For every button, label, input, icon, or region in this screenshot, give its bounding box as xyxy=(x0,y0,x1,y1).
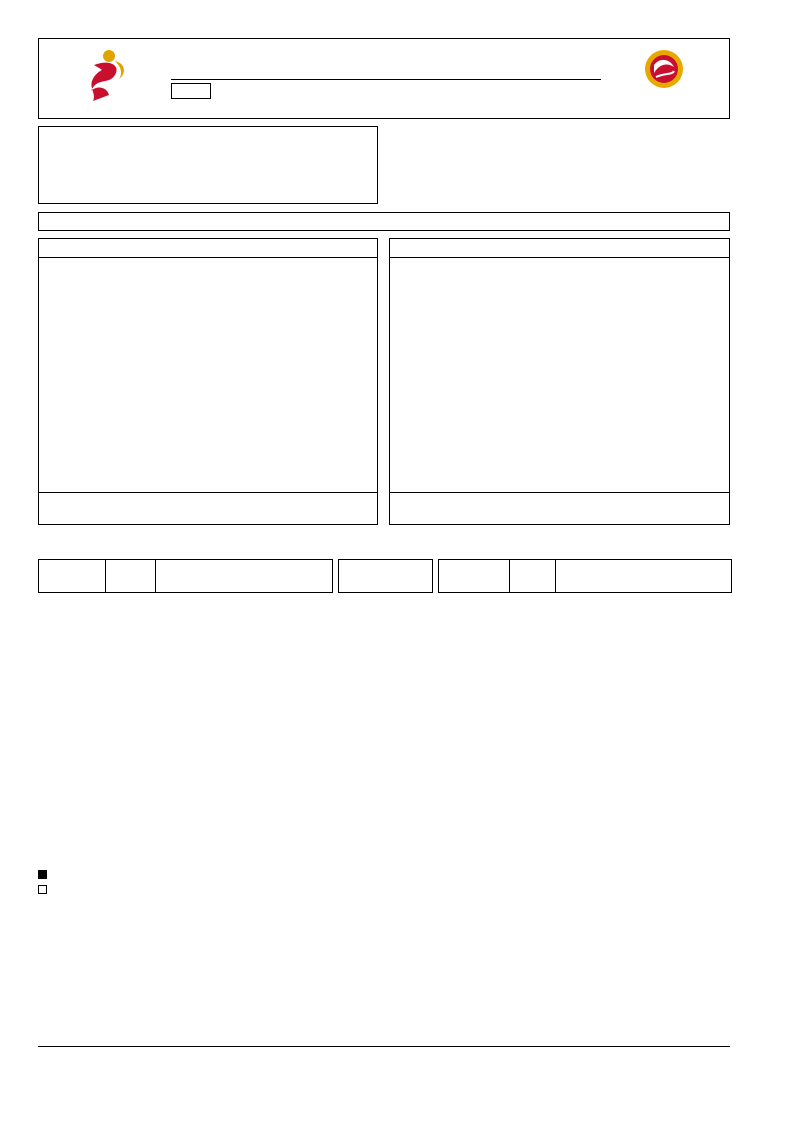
away-roster xyxy=(390,257,729,492)
referees-box xyxy=(38,212,730,231)
cva-logo xyxy=(624,47,704,117)
home-perf-header xyxy=(38,559,333,593)
title-rule xyxy=(171,79,601,80)
home-team-title xyxy=(39,239,377,258)
match-info-box xyxy=(38,126,378,204)
cva-logo-icon xyxy=(624,47,704,97)
cvl-logo xyxy=(79,47,129,113)
footer-rule xyxy=(38,1046,730,1047)
report-code xyxy=(171,83,211,99)
away-team-title xyxy=(390,239,729,258)
away-perf-header xyxy=(438,559,732,593)
header-box xyxy=(38,38,730,119)
home-roster xyxy=(39,257,377,492)
starting-lineup-icon xyxy=(38,870,47,879)
substitute-icon xyxy=(38,885,47,894)
home-roster-box xyxy=(38,238,378,525)
away-staff xyxy=(390,492,729,525)
duration-line xyxy=(42,188,55,202)
away-roster-box xyxy=(389,238,730,525)
cvl-logo-icon xyxy=(79,47,129,113)
skill-header xyxy=(338,559,433,593)
legend xyxy=(38,869,730,899)
home-staff xyxy=(39,492,377,525)
